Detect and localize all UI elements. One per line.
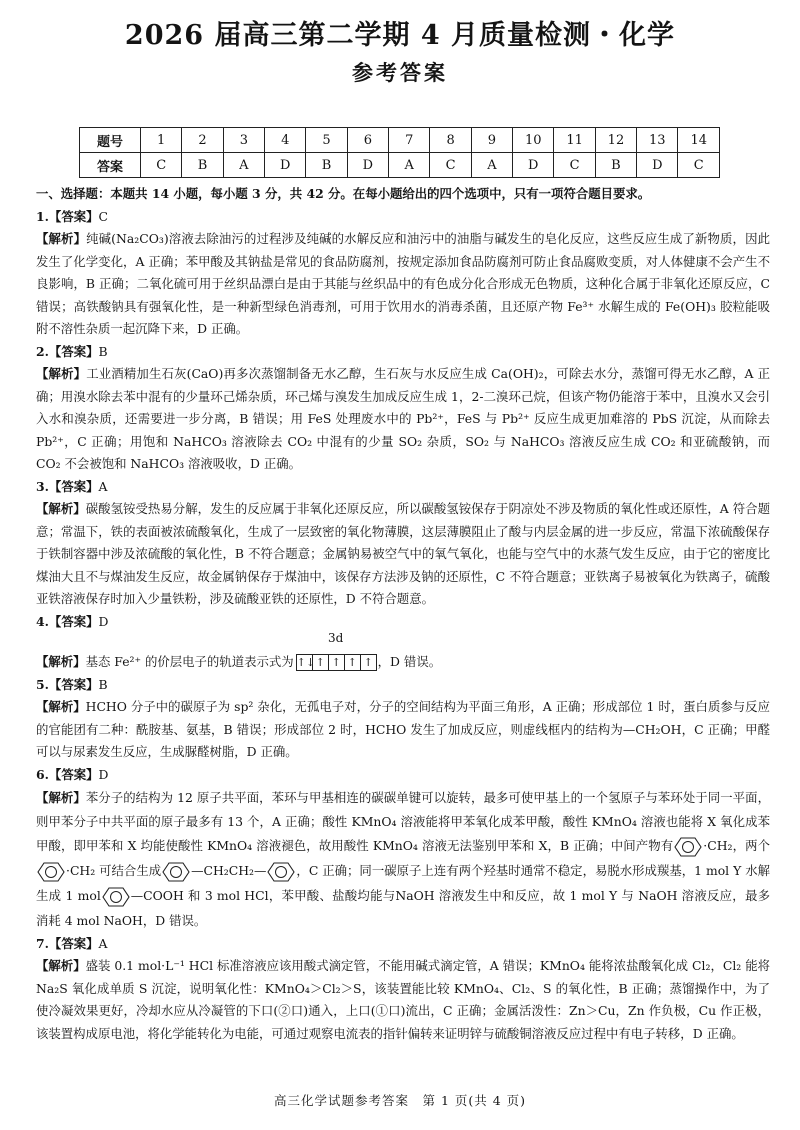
question-block-7 bbox=[36, 933, 770, 1046]
answer-value: A bbox=[98, 478, 108, 494]
answer-value: D bbox=[98, 613, 109, 629]
benzene-ring-icon bbox=[673, 835, 703, 860]
table-cell: 2 bbox=[182, 128, 223, 153]
explanation-text: ·CH₂，两个 bbox=[703, 838, 770, 854]
table-cell: D bbox=[265, 153, 306, 178]
table-cell: D bbox=[347, 153, 388, 178]
explanation-text: —COOH 和 3 mol HCl，苯甲酸、盐酸均能与 bbox=[130, 887, 396, 903]
table-cell: C bbox=[430, 153, 471, 178]
explanation-text: B 正确；中间产物有 bbox=[560, 838, 674, 854]
explanation bbox=[36, 696, 770, 764]
explanation-text: 碳酸氢铵受热易分解，发生的反应属于非氧化还原反应，所以碳酸氢铵保存于阴凉处不涉及物质的氧化性或还原性，A 符合题意；常温下，铁的表面被浓硫酸氧化，生成了一层致密的氧化物薄膜，这层薄膜阻止了酸与内层金属的进一步反应，常温下浓硫酸保存于铁制容器中涉及浓硫酸的氧化性，B 不符合题意；金属钠易被空气中的氧气氧化，也能与空气中的水蒸气发生反应，由于它的密度比煤油大且不与煤油发生反应，故金属钠保存于煤油中，该保存方法涉及钠的还原性，C 不符合题意；亚铁离子易被氧化为铁离子，硫酸亚铁溶液保存时加入少量铁粉，涉及硫酸亚铁的还原性，D 不符合题意。 bbox=[36, 501, 770, 606]
table-cell: 9 bbox=[471, 128, 512, 153]
answer-line bbox=[36, 764, 770, 787]
explanation bbox=[36, 228, 770, 341]
question-block-1 bbox=[36, 206, 770, 341]
table-cell: 6 bbox=[347, 128, 388, 153]
answer-label: 1.【答案】 bbox=[36, 208, 99, 224]
table-header-answer: 答案 bbox=[80, 153, 141, 178]
explanation-text: 个羟基时通常不稳定，易脱水形成羰基，1 mol Y 水解生成 1 mol bbox=[36, 863, 770, 903]
explanation-text: 工业酒精加生石灰(CaO)再多次蒸馏制备无水乙醇，生石灰与水反应生成 Ca(OH)₂，可除去水分，蒸馏可得无水乙醇，A 正确；用溴水除去苯中混有的少量环己烯杂质，环己烯与溴发生加成反应生成 1，2-二溴环己烷，但该产物仍能溶于苯中，且溴水又会引入水和溴杂质，还需要进一步分离，B 错误；用 FeS 处理废水中的 Pb²⁺，FeS 与 Pb²⁺ 反应生成更加难溶的 PbS 沉淀，从而除去 Pb²⁺，C 正确；用饱和 NaHCO₃ 溶液除去 CO₂ 中混有的少量 SO₂ 杂质，SO₂ 与 NaHCO₃ 溶液反应生成 CO₂ 和亚硫酸钠，而 CO₂ 不会被饱和 NaHCO₃ 溶液吸收，D 正确。 bbox=[36, 366, 770, 471]
explanation-text: HCHO 分子中的碳原子为 sp² 杂化，无孤电子对，分子的空间结构为平面三角形，A 正确；形成部位 1 时，蛋白质参与反应的官能团有二种：酰胺基、氨基，B 错误；形成部位 2 时，HCHO 发生了加成反应，则虚线框内的结构为—CH₂OH，C 正确；甲醛可以与尿素发生反应，生成脲醛树脂，D 正确。 bbox=[36, 699, 770, 760]
question-block-6 bbox=[36, 764, 770, 933]
explanation-tag: 【解析】 bbox=[36, 790, 86, 806]
explanation-text: 盛装 0.1 mol·L⁻¹ HCl 标准溶液应该用酸式滴定管，不能用碱式滴定管，A 错误；KMnO₄ 能将浓盐酸氧化成 Cl₂，Cl₂ 能将 Na₂S 氧化成单质 S 沉淀，说明氧化性：KMnO₄＞Cl₂＞S，该装置能比较 KMnO₄、Cl₂、S 的氧化性，B 正确；蒸馏操作中，为了使冷凝效果更好，冷却水应从冷凝管的下口(②口)通入，上口(①口)流出，C 正确；金属活泼性：Zn＞Cu，Zn 作负极，Cu 作正极，该装置构成原电池，将化学能转化为电能，可通过观察电流表的指针偏转来证明锌与硫酸铜溶液反应过程中有电子转移，D 正确。 bbox=[36, 958, 770, 1041]
answer-line bbox=[36, 611, 770, 634]
explanation-tag: 【解析】 bbox=[36, 501, 86, 516]
answer-line bbox=[36, 341, 770, 364]
table-cell: A bbox=[389, 153, 430, 178]
answer-line bbox=[36, 476, 770, 499]
explanation-tag: 【解析】 bbox=[36, 654, 86, 669]
table-cell: 4 bbox=[265, 128, 306, 153]
explanation-text: 纯碱(Na₂CO₃)溶液去除油污的过程涉及纯碱的水解反应和油污中的油脂与碱发生的皂化反应，这些反应生成了新物质，因此发生了化学变化，A 正确；苯甲酸及其钠盐是常见的食品防腐剂，按规定添加食品防腐剂可防止食品腐败变质，对人体健康不会产生不良影响，B 正确；二氧化硫可用于丝织品漂白是由于其能与丝织品中的有色成分化合形成无色物质，这种化合属于非氧化还原反应，C 错误；高铁酸钠具有强氧化性，是一种新型绿色消毒剂，可用于饮用水的消毒杀菌，且还原产物 Fe³⁺ 水解生成的 Fe(OH)₃ 胶粒能吸附不溶性杂质一起沉降下来，D 正确。 bbox=[36, 231, 770, 336]
table-cell: 13 bbox=[637, 128, 678, 153]
orbital-label: 3d bbox=[328, 631, 344, 646]
explanation-tag: 【解析】 bbox=[36, 231, 87, 246]
explanation bbox=[36, 631, 770, 674]
explanation bbox=[36, 955, 770, 1045]
explanation-text: ，D 错误。 bbox=[377, 654, 442, 669]
answer-table bbox=[79, 127, 720, 178]
explanation-tag: 【解析】 bbox=[36, 699, 86, 715]
question-block-4 bbox=[36, 611, 770, 674]
orbital-box: ↑ bbox=[312, 654, 329, 671]
answer-value: D bbox=[98, 766, 109, 782]
explanation-text: ·CH₂ 可结合生成 bbox=[66, 863, 162, 878]
table-cell: 5 bbox=[306, 128, 347, 153]
answer-line bbox=[36, 933, 770, 956]
table-cell: 3 bbox=[223, 128, 264, 153]
question-block-5 bbox=[36, 674, 770, 764]
table-cell: C bbox=[554, 153, 595, 178]
question-block-2 bbox=[36, 341, 770, 476]
orbital-diagram bbox=[296, 631, 376, 674]
answer-line bbox=[36, 206, 770, 229]
page-title: 2026 届高三第二学期 4 月质量检测・化学 bbox=[124, 20, 676, 51]
table-cell: D bbox=[513, 153, 554, 178]
table-cell: 12 bbox=[595, 128, 636, 153]
question-block-3 bbox=[36, 476, 770, 611]
table-cell: 14 bbox=[678, 128, 720, 153]
table-cell: A bbox=[471, 153, 512, 178]
explanation-text: —CH₂CH₂— bbox=[191, 863, 267, 878]
answer-label: 6.【答案】 bbox=[36, 766, 99, 782]
benzene-ring-icon bbox=[161, 859, 191, 884]
table-cell: D bbox=[637, 153, 678, 178]
table-header-number: 题号 bbox=[80, 128, 141, 153]
table-cell: 11 bbox=[554, 128, 595, 153]
explanation-text: ，C 正确；同一碳原子上连有两 bbox=[296, 863, 472, 878]
table-cell: 8 bbox=[430, 128, 471, 153]
answer-value: C bbox=[98, 208, 108, 224]
explanation bbox=[36, 498, 770, 611]
table-row-numbers bbox=[80, 128, 720, 153]
orbital-box: ↑ bbox=[344, 654, 361, 671]
explanation-text: NaOH 溶液发生中和反应，故 1 mol Y 与 NaOH 溶液反应，最多消耗 4 mol NaOH，D 错误。 bbox=[36, 887, 770, 928]
benzene-ring-icon bbox=[266, 859, 296, 884]
table-cell: 7 bbox=[389, 128, 430, 153]
orbital-box: ↑↓ bbox=[296, 656, 316, 670]
page-subtitle: 参考答案 bbox=[352, 60, 448, 85]
orbital-box: ↑ bbox=[328, 654, 345, 671]
table-cell: B bbox=[182, 153, 223, 178]
table-cell: B bbox=[595, 153, 636, 178]
table-row-answers bbox=[80, 153, 720, 178]
explanation-tag: 【解析】 bbox=[36, 958, 86, 973]
table-cell: 1 bbox=[141, 128, 182, 153]
explanation bbox=[36, 363, 770, 476]
answer-label: 7.【答案】 bbox=[36, 935, 99, 951]
answer-value: A bbox=[98, 935, 108, 951]
answer-value: B bbox=[98, 676, 108, 692]
table-cell: 10 bbox=[513, 128, 554, 153]
answer-value: B bbox=[98, 343, 108, 359]
benzene-ring-icon bbox=[36, 859, 66, 884]
answer-label: 4.【答案】 bbox=[36, 613, 99, 629]
answer-label: 3.【答案】 bbox=[36, 478, 99, 494]
explanation-text: 基态 Fe²⁺ 的价层电子的轨道表示式为 bbox=[85, 654, 294, 669]
orbital-box: ↑ bbox=[360, 654, 377, 671]
explanation-tag: 【解析】 bbox=[36, 366, 87, 381]
table-cell: A bbox=[223, 153, 264, 178]
explanation bbox=[36, 786, 770, 932]
explanation-text: 苯分子的结构为 12 原子共平面，苯环与甲基相连的碳碳单键可以旋转，最多可使甲基上的一个氢原子与苯环处于同一平面，则甲苯分子中共平面的原子最多有 13 个，A 正确；酸性 KMnO₄ 溶液能将甲苯氧化成苯甲酸，酸性 KMnO₄ 溶液也能将 X 氧化成苯甲酸，即甲苯和 X 均能使酸性 KMnO₄ 溶液褪色，故用酸性 KMnO₄ 溶液无法鉴别甲苯和 X， bbox=[36, 790, 770, 854]
table-cell: C bbox=[141, 153, 182, 178]
answer-label: 2.【答案】 bbox=[36, 343, 99, 359]
answer-label: 5.【答案】 bbox=[36, 676, 99, 692]
table-cell: B bbox=[306, 153, 347, 178]
table-cell: C bbox=[678, 153, 720, 178]
page-footer: 高三化学试题参考答案 第 1 页(共 4 页) bbox=[273, 1093, 527, 1108]
answer-line bbox=[36, 674, 770, 697]
benzene-ring-icon bbox=[101, 884, 131, 909]
answer-content bbox=[36, 183, 770, 1045]
section-intro: 一、选择题：本题共 14 小题，每小题 3 分，共 42 分。在每小题给出的四个选项中，只有一项符合题目要求。 bbox=[36, 186, 651, 201]
